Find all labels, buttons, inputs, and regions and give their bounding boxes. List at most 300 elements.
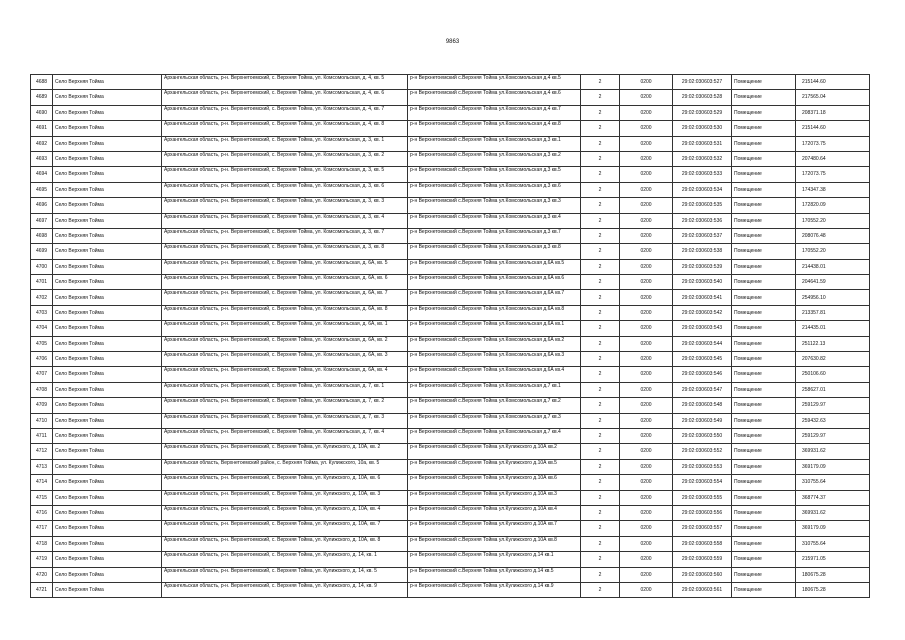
object-type-cell: Помещение	[732, 475, 796, 490]
object-type-cell: Помещение	[732, 167, 796, 182]
row-number-cell: 4710	[31, 413, 53, 428]
full-address-cell: Архангельская область, р-н. Верхнетоемский, с. Верхняя Тойма, ул. Кулижского, д. 10А, кв. 4	[162, 505, 408, 520]
count-cell: 2	[581, 352, 620, 367]
code-cell: 0200	[620, 459, 673, 474]
object-type-cell: Помещение	[732, 105, 796, 120]
settlement-name-cell: Село Верхняя Тойма	[53, 259, 162, 274]
count-cell: 2	[581, 536, 620, 551]
cadastral-number-cell: 29:02:030603:543	[673, 321, 732, 336]
table-row	[31, 567, 870, 582]
settlement-name-cell: Село Верхняя Тойма	[53, 290, 162, 305]
cadastral-number-cell: 29:02:030603:535	[673, 198, 732, 213]
object-type-cell: Помещение	[732, 536, 796, 551]
table-row	[31, 167, 870, 182]
cadastral-value-cell: 214438.01	[796, 259, 870, 274]
short-address-cell: р-н Верхнетоемский с.Верхняя Тойма ул.Комсомольская д.6А кв.4	[408, 367, 581, 382]
table-row	[31, 336, 870, 351]
object-type-cell: Помещение	[732, 305, 796, 320]
count-cell: 2	[581, 398, 620, 413]
cadastral-number-cell: 29:02:030603:533	[673, 167, 732, 182]
code-cell: 0200	[620, 151, 673, 166]
row-number-cell: 4698	[31, 228, 53, 243]
count-cell: 2	[581, 336, 620, 351]
row-number-cell: 4719	[31, 552, 53, 567]
code-cell: 0200	[620, 536, 673, 551]
settlement-name-cell: Село Верхняя Тойма	[53, 336, 162, 351]
object-type-cell: Помещение	[732, 90, 796, 105]
object-type-cell: Помещение	[732, 244, 796, 259]
settlement-name-cell: Село Верхняя Тойма	[53, 275, 162, 290]
settlement-name-cell: Село Верхняя Тойма	[53, 582, 162, 597]
full-address-cell: Архангельская область, р-н. Верхнетоемский, с. Верхняя Тойма, ул. Комсомольская, д. 3, кв. 6	[162, 182, 408, 197]
settlement-name-cell: Село Верхняя Тойма	[53, 321, 162, 336]
cadastral-value-cell: 259432.63	[796, 413, 870, 428]
code-cell: 0200	[620, 521, 673, 536]
cadastral-value-cell: 215144.60	[796, 121, 870, 136]
settlement-name-cell: Село Верхняя Тойма	[53, 136, 162, 151]
short-address-cell: р-н Верхнетоемский с.Верхняя Тойма ул.Комсомольская д.7 кв.2	[408, 398, 581, 413]
full-address-cell: Архангельская область, р-н. Верхнетоемский, с. Верхняя Тойма, ул. Комсомольская, д. 7, кв. 2	[162, 398, 408, 413]
cadastral-value-cell: 174347.38	[796, 182, 870, 197]
row-number-cell: 4705	[31, 336, 53, 351]
settlement-name-cell: Село Верхняя Тойма	[53, 90, 162, 105]
short-address-cell: р-н Верхнетоемский с.Верхняя Тойма ул.Кулижского д.14 кв.9	[408, 582, 581, 597]
table-row	[31, 352, 870, 367]
code-cell: 0200	[620, 90, 673, 105]
cadastral-number-cell: 29:02:030603:539	[673, 259, 732, 274]
cadastral-number-cell: 29:02:030603:530	[673, 121, 732, 136]
cadastral-value-cell: 258627.01	[796, 382, 870, 397]
row-number-cell: 4711	[31, 428, 53, 443]
object-type-cell: Помещение	[732, 582, 796, 597]
settlement-name-cell: Село Верхняя Тойма	[53, 167, 162, 182]
object-type-cell: Помещение	[732, 290, 796, 305]
settlement-name-cell: Село Верхняя Тойма	[53, 382, 162, 397]
code-cell: 0200	[620, 105, 673, 120]
count-cell: 2	[581, 413, 620, 428]
table-row	[31, 75, 870, 90]
cadastral-value-cell: 310755.64	[796, 475, 870, 490]
row-number-cell: 4693	[31, 151, 53, 166]
row-number-cell: 4703	[31, 305, 53, 320]
count-cell: 2	[581, 213, 620, 228]
object-type-cell: Помещение	[732, 336, 796, 351]
table-row	[31, 552, 870, 567]
code-cell: 0200	[620, 582, 673, 597]
cadastral-value-cell: 215971.05	[796, 552, 870, 567]
cadastral-number-cell: 29:02:030603:534	[673, 182, 732, 197]
full-address-cell: Архангельская область, р-н. Верхнетоемский, с. Верхняя Тойма, ул. Кулижского, д. 10А, кв. 6	[162, 475, 408, 490]
code-cell: 0200	[620, 505, 673, 520]
row-number-cell: 4697	[31, 213, 53, 228]
cadastral-number-cell: 29:02:030603:550	[673, 428, 732, 443]
settlement-name-cell: Село Верхняя Тойма	[53, 75, 162, 90]
object-type-cell: Помещение	[732, 321, 796, 336]
row-number-cell: 4689	[31, 90, 53, 105]
full-address-cell: Архангельская область, р-н. Верхнетоемский, с. Верхняя Тойма, ул. Комсомольская, д. 7, кв. 1	[162, 382, 408, 397]
settlement-name-cell: Село Верхняя Тойма	[53, 567, 162, 582]
cadastral-value-cell: 259129.97	[796, 398, 870, 413]
object-type-cell: Помещение	[732, 75, 796, 90]
settlement-name-cell: Село Верхняя Тойма	[53, 198, 162, 213]
object-type-cell: Помещение	[732, 367, 796, 382]
short-address-cell: р-н Верхнетоемский с.Верхняя Тойма ул.Кулижского д.10А кв.8	[408, 536, 581, 551]
table-row	[31, 182, 870, 197]
short-address-cell: р-н Верхнетоемский с.Верхняя Тойма ул.Комсомольская д.4 кв.7	[408, 105, 581, 120]
full-address-cell: Архангельская область, р-н. Верхнетоемский, с. Верхняя Тойма, ул. Кулижского, д. 14, кв. 1	[162, 552, 408, 567]
full-address-cell: Архангельская область, р-н. Верхнетоемский, с. Верхняя Тойма, ул. Комсомольская, д. 7, кв. 3	[162, 413, 408, 428]
full-address-cell: Архангельская область, р-н. Верхнетоемский, с. Верхняя Тойма, ул. Комсомольская, д. 6А, кв. 3	[162, 352, 408, 367]
full-address-cell: Архангельская область, р-н. Верхнетоемский, с. Верхняя Тойма, ул. Кулижского, д. 14, кв. 9	[162, 582, 408, 597]
object-type-cell: Помещение	[732, 275, 796, 290]
cadastral-value-cell: 310755.64	[796, 536, 870, 551]
cadastral-number-cell: 29:02:030603:531	[673, 136, 732, 151]
cadastral-value-cell: 180675.28	[796, 567, 870, 582]
row-number-cell: 4691	[31, 121, 53, 136]
short-address-cell: р-н Верхнетоемский с.Верхняя Тойма ул.Комсомольская д.4 кв.6	[408, 90, 581, 105]
full-address-cell: Архангельская область, р-н. Верхнетоемский, с. Верхняя Тойма, ул. Комсомольская, д. 4, кв. 7	[162, 105, 408, 120]
count-cell: 2	[581, 475, 620, 490]
code-cell: 0200	[620, 336, 673, 351]
cadastral-value-cell: 217565.04	[796, 90, 870, 105]
cadastral-value-cell: 369179.09	[796, 459, 870, 474]
full-address-cell: Архангельская область, р-н. Верхнетоемский, с. Верхняя Тойма, ул. Комсомольская, д. 6А, кв. 1	[162, 321, 408, 336]
count-cell: 2	[581, 382, 620, 397]
cadastral-value-cell: 369931.62	[796, 505, 870, 520]
table-row	[31, 475, 870, 490]
object-type-cell: Помещение	[732, 151, 796, 166]
settlement-name-cell: Село Верхняя Тойма	[53, 228, 162, 243]
row-number-cell: 4688	[31, 75, 53, 90]
object-type-cell: Помещение	[732, 490, 796, 505]
object-type-cell: Помещение	[732, 352, 796, 367]
cadastral-number-cell: 29:02:030603:537	[673, 228, 732, 243]
count-cell: 2	[581, 228, 620, 243]
code-cell: 0200	[620, 428, 673, 443]
code-cell: 0200	[620, 398, 673, 413]
full-address-cell: Архангельская область, р-н. Верхнетоемский, с. Верхняя Тойма, ул. Комсомольская, д. 6А, кв. 6	[162, 275, 408, 290]
short-address-cell: р-н Верхнетоемский с.Верхняя Тойма ул.Комсомольская д.6А кв.3	[408, 352, 581, 367]
short-address-cell: р-н Верхнетоемский с.Верхняя Тойма ул.Кулижского д.10А кв.6	[408, 475, 581, 490]
table-row	[31, 105, 870, 120]
code-cell: 0200	[620, 121, 673, 136]
settlement-name-cell: Село Верхняя Тойма	[53, 459, 162, 474]
cadastral-number-cell: 29:02:030603:544	[673, 336, 732, 351]
cadastral-number-cell: 29:02:030603:528	[673, 90, 732, 105]
cadastral-number-cell: 29:02:030603:553	[673, 459, 732, 474]
table-row	[31, 536, 870, 551]
cadastral-number-cell: 29:02:030603:559	[673, 552, 732, 567]
code-cell: 0200	[620, 213, 673, 228]
full-address-cell: Архангельская область, р-н. Верхнетоемский, с. Верхняя Тойма, ул. Комсомольская, д. 6А, кв. 7	[162, 290, 408, 305]
code-cell: 0200	[620, 244, 673, 259]
count-cell: 2	[581, 105, 620, 120]
cadastral-value-cell: 172073.75	[796, 136, 870, 151]
full-address-cell: Архангельская область, р-н. Верхнетоемский, с. Верхняя Тойма, ул. Кулижского, д. 10А, кв. 3	[162, 490, 408, 505]
code-cell: 0200	[620, 475, 673, 490]
cadastral-value-cell: 180675.28	[796, 582, 870, 597]
full-address-cell: Архангельская область, р-н. Верхнетоемский, с. Верхняя Тойма, ул. Кулижского, д. 10А, кв. 7	[162, 521, 408, 536]
full-address-cell: Архангельская область, р-н. Верхнетоемский, с. Верхняя Тойма, ул. Комсомольская, д. 4, кв. 6	[162, 90, 408, 105]
cadastral-value-cell: 369179.09	[796, 521, 870, 536]
settlement-name-cell: Село Верхняя Тойма	[53, 182, 162, 197]
full-address-cell: Архангельская область, Верхнетоемский район, с. Верхняя Тойма, ул. Кулижского, 10а, кв. 5	[162, 459, 408, 474]
cadastral-number-cell: 29:02:030603:560	[673, 567, 732, 582]
count-cell: 2	[581, 151, 620, 166]
cadastral-number-cell: 29:02:030603:547	[673, 382, 732, 397]
table-row	[31, 275, 870, 290]
row-number-cell: 4696	[31, 198, 53, 213]
short-address-cell: р-н Верхнетоемский с.Верхняя Тойма ул.Комсомольская д.4 кв.5	[408, 75, 581, 90]
cadastral-number-cell: 29:02:030603:542	[673, 305, 732, 320]
object-type-cell: Помещение	[732, 444, 796, 459]
settlement-name-cell: Село Верхняя Тойма	[53, 490, 162, 505]
full-address-cell: Архангельская область, р-н. Верхнетоемский, с. Верхняя Тойма, ул. Комсомольская, д. 3, кв. 4	[162, 213, 408, 228]
row-number-cell: 4704	[31, 321, 53, 336]
cadastral-number-cell: 29:02:030603:541	[673, 290, 732, 305]
cadastral-value-cell: 369931.62	[796, 444, 870, 459]
short-address-cell: р-н Верхнетоемский с.Верхняя Тойма ул.Комсомольская д.3 кв.2	[408, 151, 581, 166]
code-cell: 0200	[620, 198, 673, 213]
row-number-cell: 4709	[31, 398, 53, 413]
object-type-cell: Помещение	[732, 136, 796, 151]
full-address-cell: Архангельская область, р-н. Верхнетоемский, с. Верхняя Тойма, ул. Комсомольская, д. 6А, кв. 5	[162, 259, 408, 274]
table-row	[31, 121, 870, 136]
cadastral-value-cell: 204641.59	[796, 275, 870, 290]
code-cell: 0200	[620, 75, 673, 90]
table-row	[31, 151, 870, 166]
count-cell: 2	[581, 505, 620, 520]
settlement-name-cell: Село Верхняя Тойма	[53, 305, 162, 320]
short-address-cell: р-н Верхнетоемский с.Верхняя Тойма ул.Комсомольская д.6А кв.5	[408, 259, 581, 274]
table-row	[31, 521, 870, 536]
table-row	[31, 367, 870, 382]
table-row	[31, 428, 870, 443]
full-address-cell: Архангельская область, р-н. Верхнетоемский, с. Верхняя Тойма, ул. Комсомольская, д. 7, кв. 4	[162, 428, 408, 443]
settlement-name-cell: Село Верхняя Тойма	[53, 105, 162, 120]
cadastral-number-cell: 29:02:030603:532	[673, 151, 732, 166]
short-address-cell: р-н Верхнетоемский с.Верхняя Тойма ул.Комсомольская д.7 кв.3	[408, 413, 581, 428]
cadastral-value-cell: 208076.48	[796, 228, 870, 243]
cadastral-number-cell: 29:02:030603:556	[673, 505, 732, 520]
table-row	[31, 398, 870, 413]
object-type-cell: Помещение	[732, 413, 796, 428]
cadastral-number-cell: 29:02:030603:554	[673, 475, 732, 490]
short-address-cell: р-н Верхнетоемский с.Верхняя Тойма ул.Комсомольская д.6А кв.2	[408, 336, 581, 351]
table-row	[31, 505, 870, 520]
table-row	[31, 382, 870, 397]
row-number-cell: 4707	[31, 367, 53, 382]
cadastral-value-cell: 170552.20	[796, 213, 870, 228]
object-type-cell: Помещение	[732, 459, 796, 474]
cadastral-value-cell: 207630.82	[796, 352, 870, 367]
cadastral-value-cell: 172073.75	[796, 167, 870, 182]
code-cell: 0200	[620, 382, 673, 397]
object-type-cell: Помещение	[732, 182, 796, 197]
count-cell: 2	[581, 244, 620, 259]
count-cell: 2	[581, 182, 620, 197]
cadastral-number-cell: 29:02:030603:561	[673, 582, 732, 597]
code-cell: 0200	[620, 567, 673, 582]
cadastral-register-table	[30, 74, 870, 598]
count-cell: 2	[581, 582, 620, 597]
table-row	[31, 321, 870, 336]
code-cell: 0200	[620, 228, 673, 243]
code-cell: 0200	[620, 490, 673, 505]
code-cell: 0200	[620, 552, 673, 567]
table-row	[31, 582, 870, 597]
short-address-cell: р-н Верхнетоемский с.Верхняя Тойма ул.Кулижского д.10А кв.3	[408, 490, 581, 505]
full-address-cell: Архангельская область, р-н. Верхнетоемский, с. Верхняя Тойма, ул. Кулижского, д. 10А, кв. 2	[162, 444, 408, 459]
cadastral-value-cell: 214435.01	[796, 321, 870, 336]
row-number-cell: 4713	[31, 459, 53, 474]
count-cell: 2	[581, 167, 620, 182]
count-cell: 2	[581, 198, 620, 213]
code-cell: 0200	[620, 167, 673, 182]
table-row	[31, 136, 870, 151]
settlement-name-cell: Село Верхняя Тойма	[53, 413, 162, 428]
row-number-cell: 4692	[31, 136, 53, 151]
full-address-cell: Архангельская область, р-н. Верхнетоемский, с. Верхняя Тойма, ул. Комсомольская, д. 3, кв. 7	[162, 228, 408, 243]
short-address-cell: р-н Верхнетоемский с.Верхняя Тойма ул.Кулижского д.10А кв.2	[408, 444, 581, 459]
short-address-cell: р-н Верхнетоемский с.Верхняя Тойма ул.Комсомольская д.6А кв.1	[408, 321, 581, 336]
cadastral-number-cell: 29:02:030603:538	[673, 244, 732, 259]
row-number-cell: 4701	[31, 275, 53, 290]
code-cell: 0200	[620, 413, 673, 428]
settlement-name-cell: Село Верхняя Тойма	[53, 475, 162, 490]
full-address-cell: Архангельская область, р-н. Верхнетоемский, с. Верхняя Тойма, ул. Комсомольская, д. 6А, кв. 2	[162, 336, 408, 351]
row-number-cell: 4702	[31, 290, 53, 305]
cadastral-number-cell: 29:02:030603:536	[673, 213, 732, 228]
count-cell: 2	[581, 321, 620, 336]
row-number-cell: 4699	[31, 244, 53, 259]
cadastral-number-cell: 29:02:030603:552	[673, 444, 732, 459]
short-address-cell: р-н Верхнетоемский с.Верхняя Тойма ул.Комсомольская д.3 кв.1	[408, 136, 581, 151]
full-address-cell: Архангельская область, р-н. Верхнетоемский, с. Верхняя Тойма, ул. Комсомольская, д. 3, кв. 2	[162, 151, 408, 166]
cadastral-value-cell: 250106.60	[796, 367, 870, 382]
row-number-cell: 4714	[31, 475, 53, 490]
row-number-cell: 4715	[31, 490, 53, 505]
short-address-cell: р-н Верхнетоемский с.Верхняя Тойма ул.Комсомольская д.7 кв.4	[408, 428, 581, 443]
count-cell: 2	[581, 290, 620, 305]
row-number-cell: 4706	[31, 352, 53, 367]
row-number-cell: 4721	[31, 582, 53, 597]
short-address-cell: р-н Верхнетоемский с.Верхняя Тойма ул.Комсомольская д.4 кв.8	[408, 121, 581, 136]
table-row	[31, 459, 870, 474]
count-cell: 2	[581, 90, 620, 105]
count-cell: 2	[581, 121, 620, 136]
settlement-name-cell: Село Верхняя Тойма	[53, 552, 162, 567]
object-type-cell: Помещение	[732, 398, 796, 413]
full-address-cell: Архангельская область, р-н. Верхнетоемский, с. Верхняя Тойма, ул. Комсомольская, д. 6А, кв. 8	[162, 305, 408, 320]
table-row	[31, 290, 870, 305]
row-number-cell: 4717	[31, 521, 53, 536]
object-type-cell: Помещение	[732, 198, 796, 213]
table-row	[31, 305, 870, 320]
count-cell: 2	[581, 521, 620, 536]
cadastral-value-cell: 170552.20	[796, 244, 870, 259]
object-type-cell: Помещение	[732, 428, 796, 443]
code-cell: 0200	[620, 321, 673, 336]
full-address-cell: Архангельская область, р-н. Верхнетоемский, с. Верхняя Тойма, ул. Комсомольская, д. 3, кв. 3	[162, 198, 408, 213]
object-type-cell: Помещение	[732, 505, 796, 520]
count-cell: 2	[581, 275, 620, 290]
short-address-cell: р-н Верхнетоемский с.Верхняя Тойма ул.Комсомольская д.6А кв.7	[408, 290, 581, 305]
count-cell: 2	[581, 490, 620, 505]
table-row	[31, 90, 870, 105]
table-row	[31, 259, 870, 274]
code-cell: 0200	[620, 259, 673, 274]
settlement-name-cell: Село Верхняя Тойма	[53, 244, 162, 259]
table-row	[31, 444, 870, 459]
object-type-cell: Помещение	[732, 228, 796, 243]
settlement-name-cell: Село Верхняя Тойма	[53, 398, 162, 413]
code-cell: 0200	[620, 182, 673, 197]
page-number: 9863	[445, 39, 460, 45]
count-cell: 2	[581, 428, 620, 443]
cadastral-number-cell: 29:02:030603:549	[673, 413, 732, 428]
cadastral-number-cell: 29:02:030603:540	[673, 275, 732, 290]
object-type-cell: Помещение	[732, 567, 796, 582]
table-row	[31, 490, 870, 505]
cadastral-number-cell: 29:02:030603:527	[673, 75, 732, 90]
settlement-name-cell: Село Верхняя Тойма	[53, 521, 162, 536]
short-address-cell: р-н Верхнетоемский с.Верхняя Тойма ул.Кулижского д.14 кв.5	[408, 567, 581, 582]
count-cell: 2	[581, 75, 620, 90]
cadastral-value-cell: 259129.97	[796, 428, 870, 443]
short-address-cell: р-н Верхнетоемский с.Верхняя Тойма ул.Комсомольская д.3 кв.7	[408, 228, 581, 243]
short-address-cell: р-н Верхнетоемский с.Верхняя Тойма ул.Кулижского д.14 кв.1	[408, 552, 581, 567]
table-body	[31, 75, 870, 598]
full-address-cell: Архангельская область, р-н. Верхнетоемский, с. Верхняя Тойма, ул. Комсомольская, д. 3, кв. 1	[162, 136, 408, 151]
count-cell: 2	[581, 459, 620, 474]
row-number-cell: 4700	[31, 259, 53, 274]
row-number-cell: 4718	[31, 536, 53, 551]
full-address-cell: Архангельская область, р-н. Верхнетоемский, с. Верхняя Тойма, ул. Комсомольская, д. 3, кв. 5	[162, 167, 408, 182]
count-cell: 2	[581, 567, 620, 582]
cadastral-number-cell: 29:02:030603:548	[673, 398, 732, 413]
cadastral-value-cell: 215144.60	[796, 75, 870, 90]
settlement-name-cell: Село Верхняя Тойма	[53, 352, 162, 367]
count-cell: 2	[581, 305, 620, 320]
short-address-cell: р-н Верхнетоемский с.Верхняя Тойма ул.Комсомольская д.3 кв.3	[408, 198, 581, 213]
row-number-cell: 4708	[31, 382, 53, 397]
object-type-cell: Помещение	[732, 382, 796, 397]
short-address-cell: р-н Верхнетоемский с.Верхняя Тойма ул.Комсомольская д.3 кв.6	[408, 182, 581, 197]
short-address-cell: р-н Верхнетоемский с.Верхняя Тойма ул.Кулижского д.10А кв.4	[408, 505, 581, 520]
short-address-cell: р-н Верхнетоемский с.Верхняя Тойма ул.Комсомольская д.3 кв.5	[408, 167, 581, 182]
cadastral-number-cell: 29:02:030603:546	[673, 367, 732, 382]
code-cell: 0200	[620, 367, 673, 382]
object-type-cell: Помещение	[732, 213, 796, 228]
table-row	[31, 413, 870, 428]
table-row	[31, 213, 870, 228]
code-cell: 0200	[620, 290, 673, 305]
full-address-cell: Архангельская область, р-н. Верхнетоемский, с. Верхняя Тойма, ул. Комсомольская, д. 6А, кв. 4	[162, 367, 408, 382]
count-cell: 2	[581, 367, 620, 382]
code-cell: 0200	[620, 444, 673, 459]
full-address-cell: Архангельская область, р-н. Верхнетоемский, с. Верхняя Тойма, ул. Комсомольская, д. 3, кв. 8	[162, 244, 408, 259]
cadastral-number-cell: 29:02:030603:558	[673, 536, 732, 551]
short-address-cell: р-н Верхнетоемский с.Верхняя Тойма ул.Кулижского д.10А кв.5	[408, 459, 581, 474]
settlement-name-cell: Село Верхняя Тойма	[53, 428, 162, 443]
short-address-cell: р-н Верхнетоемский с.Верхняя Тойма ул.Кулижского д.10А кв.7	[408, 521, 581, 536]
cadastral-value-cell: 368774.37	[796, 490, 870, 505]
short-address-cell: р-н Верхнетоемский с.Верхняя Тойма ул.Комсомольская д.6А кв.8	[408, 305, 581, 320]
row-number-cell: 4716	[31, 505, 53, 520]
full-address-cell: Архангельская область, р-н. Верхнетоемский, с. Верхняя Тойма, ул. Кулижского, д. 10А, кв. 8	[162, 536, 408, 551]
settlement-name-cell: Село Верхняя Тойма	[53, 121, 162, 136]
